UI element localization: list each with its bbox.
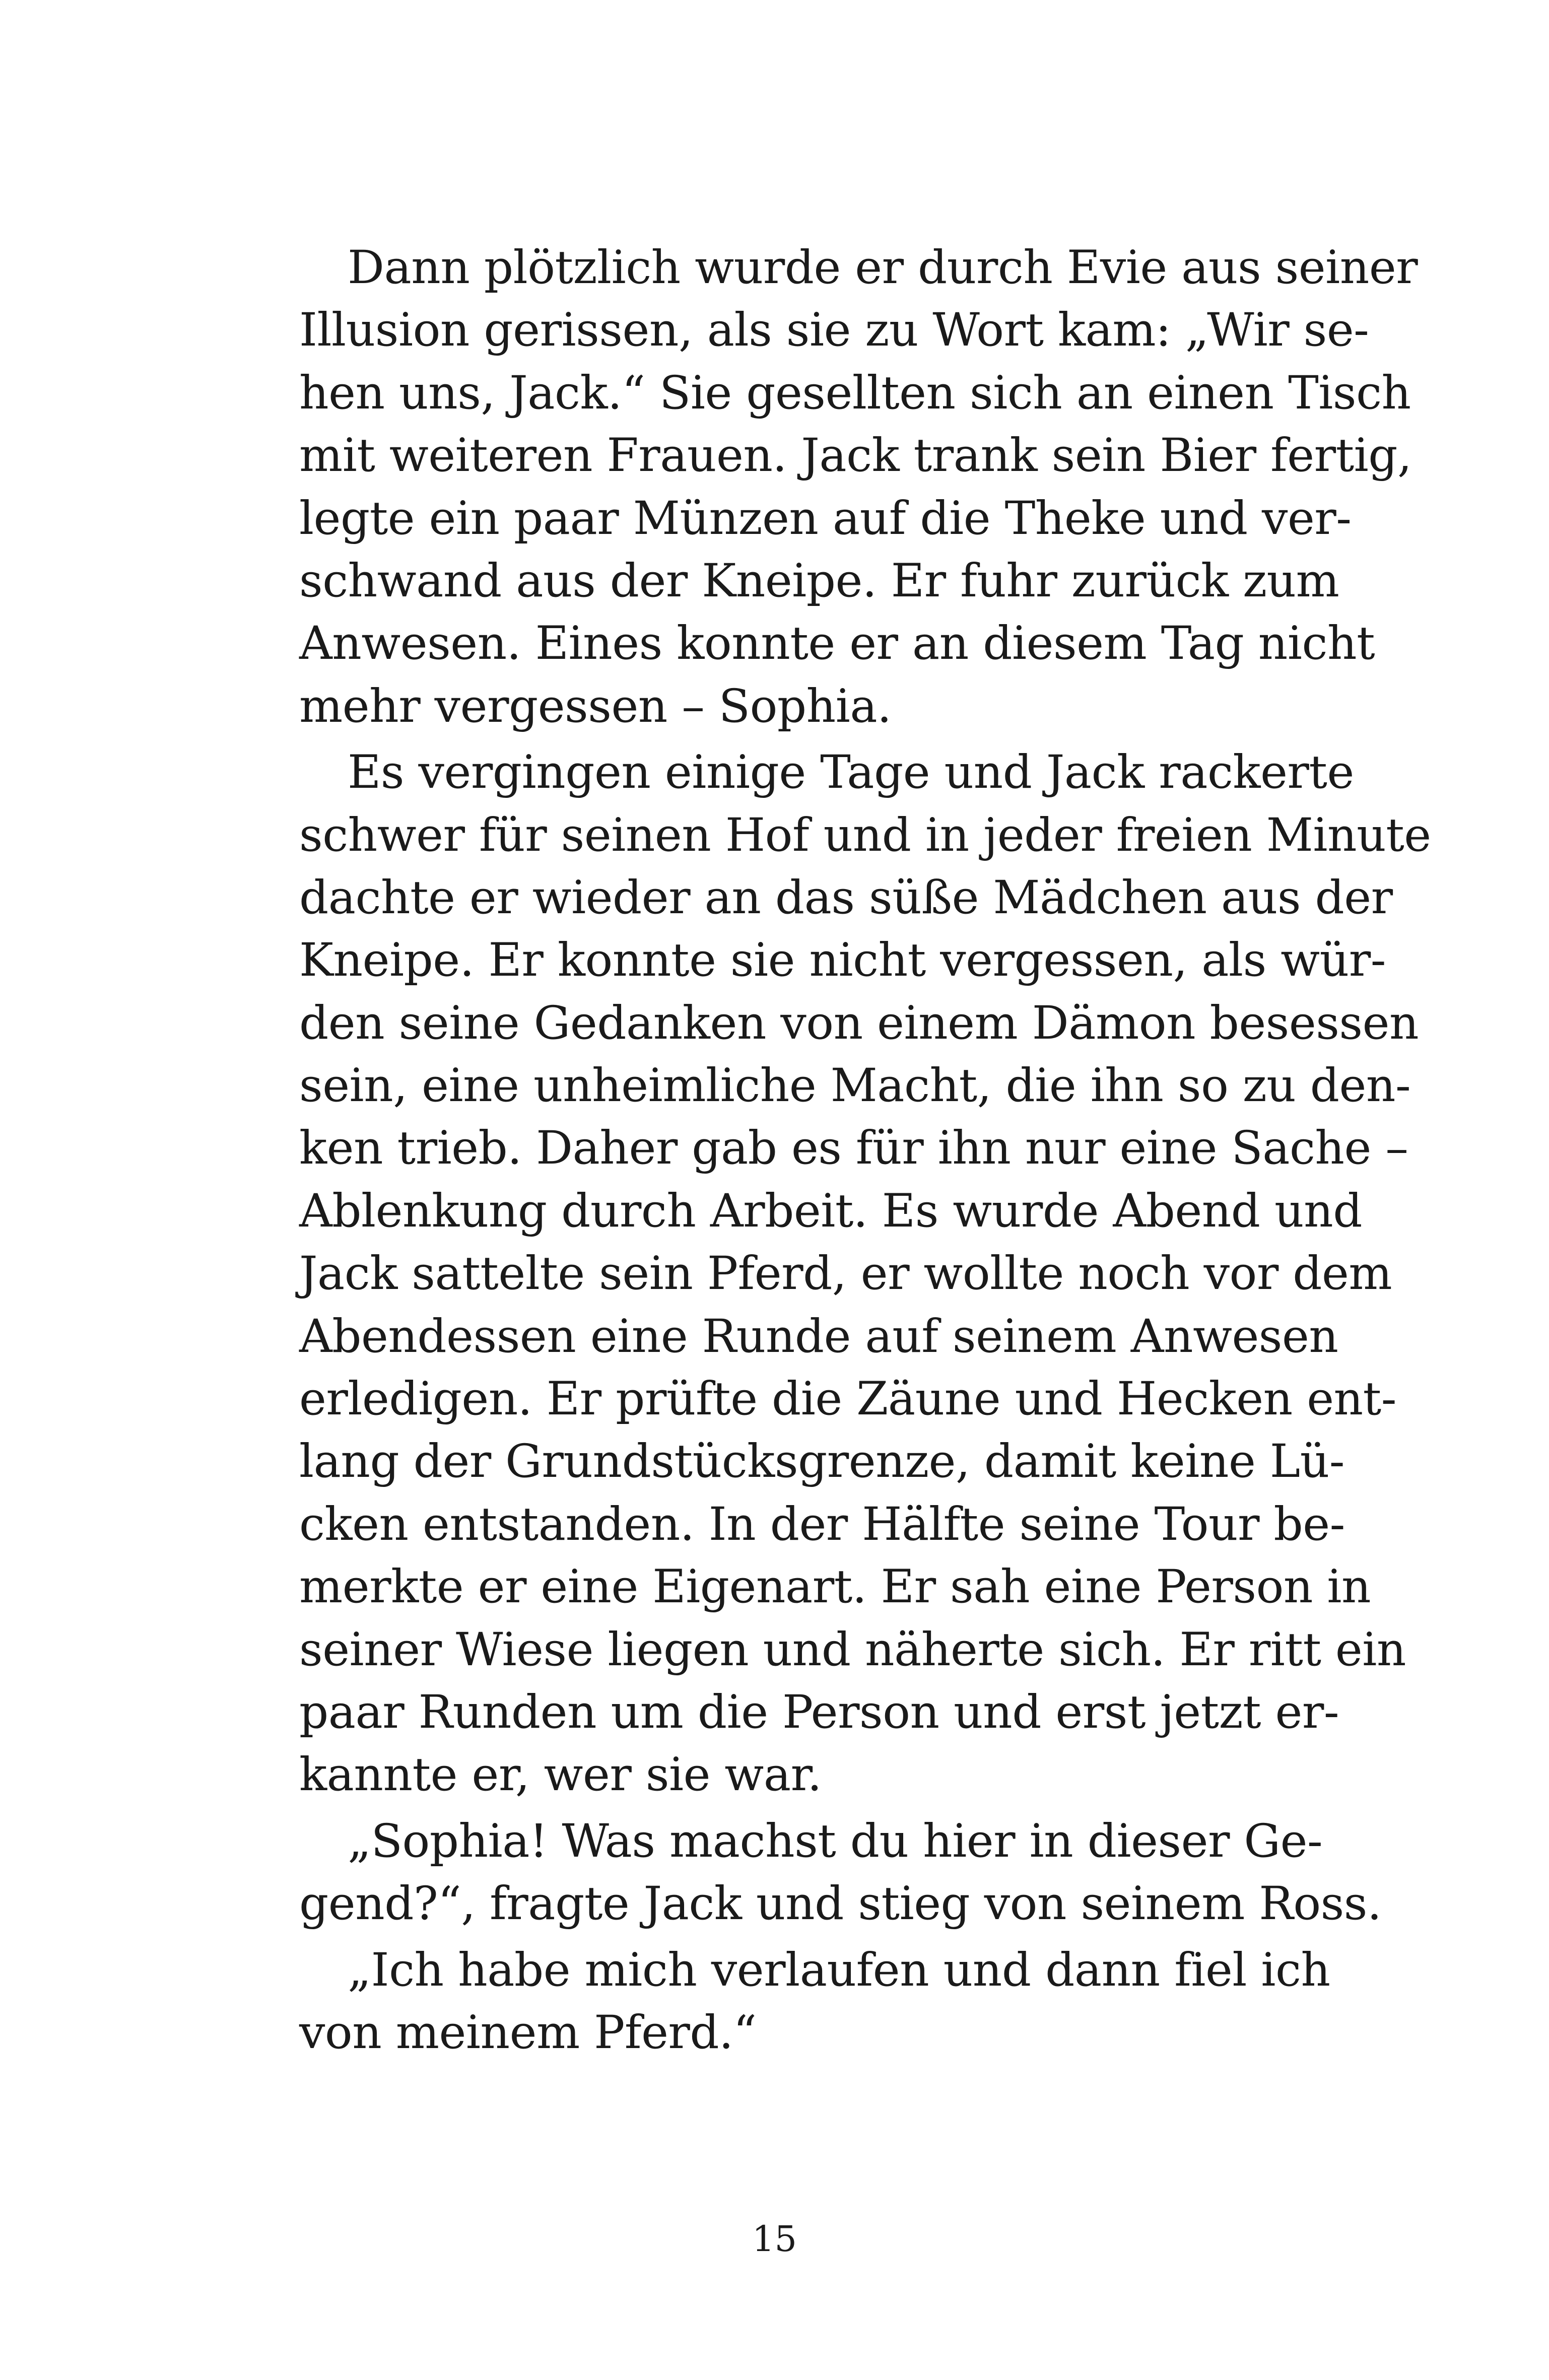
text-line: schwand aus der Kneipe. Er fuhr zurück zum: [299, 554, 1339, 607]
text-line: mehr vergessen – Sophia.: [299, 679, 892, 733]
text-line: Dann plötzlich wurde er durch Evie aus seiner: [348, 241, 1418, 294]
text-line: „Sophia! Was machst du hier in dieser Ge-: [348, 1814, 1323, 1868]
text-line: kannte er, wer sie war.: [299, 1748, 822, 1802]
text-line: Jack sattelte sein Pferd, er wollte noch vor dem: [299, 1247, 1392, 1301]
paragraph: [299, 741, 1431, 1807]
text-line: „Ich habe mich verlaufen und dann fiel ich: [348, 1943, 1330, 1997]
text-line: Kneipe. Er konnte sie nicht vergessen, als wür-: [299, 934, 1386, 987]
text-line: mit weiteren Frauen. Jack trank sein Bier fertig,: [299, 429, 1412, 483]
text-line: seiner Wiese liegen und näherte sich. Er ritt ein: [299, 1623, 1406, 1676]
text-line: paar Runden um die Person und erst jetzt er-: [299, 1685, 1339, 1739]
text-line: den seine Gedanken von einem Dämon besessen: [299, 996, 1419, 1050]
text-line: erledigen. Er prüfte die Zäune und Hecken ent-: [299, 1373, 1396, 1426]
text-line: sein, eine unheimliche Macht, die ihn so zu den-: [299, 1059, 1411, 1113]
text-line: Anwesen. Eines konnte er an diesem Tag nicht: [299, 617, 1375, 670]
paragraph-gap: [299, 738, 1304, 741]
text-line: Ablenkung durch Arbeit. Es wurde Abend und: [299, 1184, 1362, 1238]
paragraph-gap: [299, 1936, 1304, 1939]
text-line: Illusion gerissen, als sie zu Wort kam: „Wir se-: [299, 304, 1369, 357]
text-line: legte ein paar Münzen auf die Theke und ver-: [299, 492, 1352, 545]
text-line: Es vergingen einige Tage und Jack rackerte: [348, 746, 1354, 799]
text-line: Abendessen eine Runde auf seinem Anwesen: [299, 1310, 1338, 1363]
paragraph: [299, 1810, 1382, 1936]
paragraph-gap: [299, 1807, 1304, 1810]
text-line: von meinem Pferd.“: [299, 2006, 757, 2059]
text-line: cken entstanden. In der Hälfte seine Tour be-: [299, 1498, 1345, 1551]
page-number: 15: [752, 2218, 797, 2260]
text-line: lang der Grundstücksgrenze, damit keine Lü-: [299, 1435, 1345, 1488]
text-line: ken trieb. Daher gab es für ihn nur eine Sache –: [299, 1122, 1408, 1175]
text-line: dachte er wieder an das süße Mädchen aus der: [299, 871, 1393, 924]
text-line: merkte er eine Eigenart. Er sah eine Person in: [299, 1560, 1371, 1614]
body-text: [299, 237, 1431, 2064]
text-line: schwer für seinen Hof und in jeder freien Minute: [299, 808, 1431, 862]
paragraph: [299, 237, 1418, 738]
text-line: hen uns, Jack.“ Sie gesellten sich an einen Tisch: [299, 366, 1411, 420]
paragraph: [299, 1939, 1330, 2065]
text-line: gend?“, fragte Jack und stieg von seinem Ross.: [299, 1877, 1382, 1931]
